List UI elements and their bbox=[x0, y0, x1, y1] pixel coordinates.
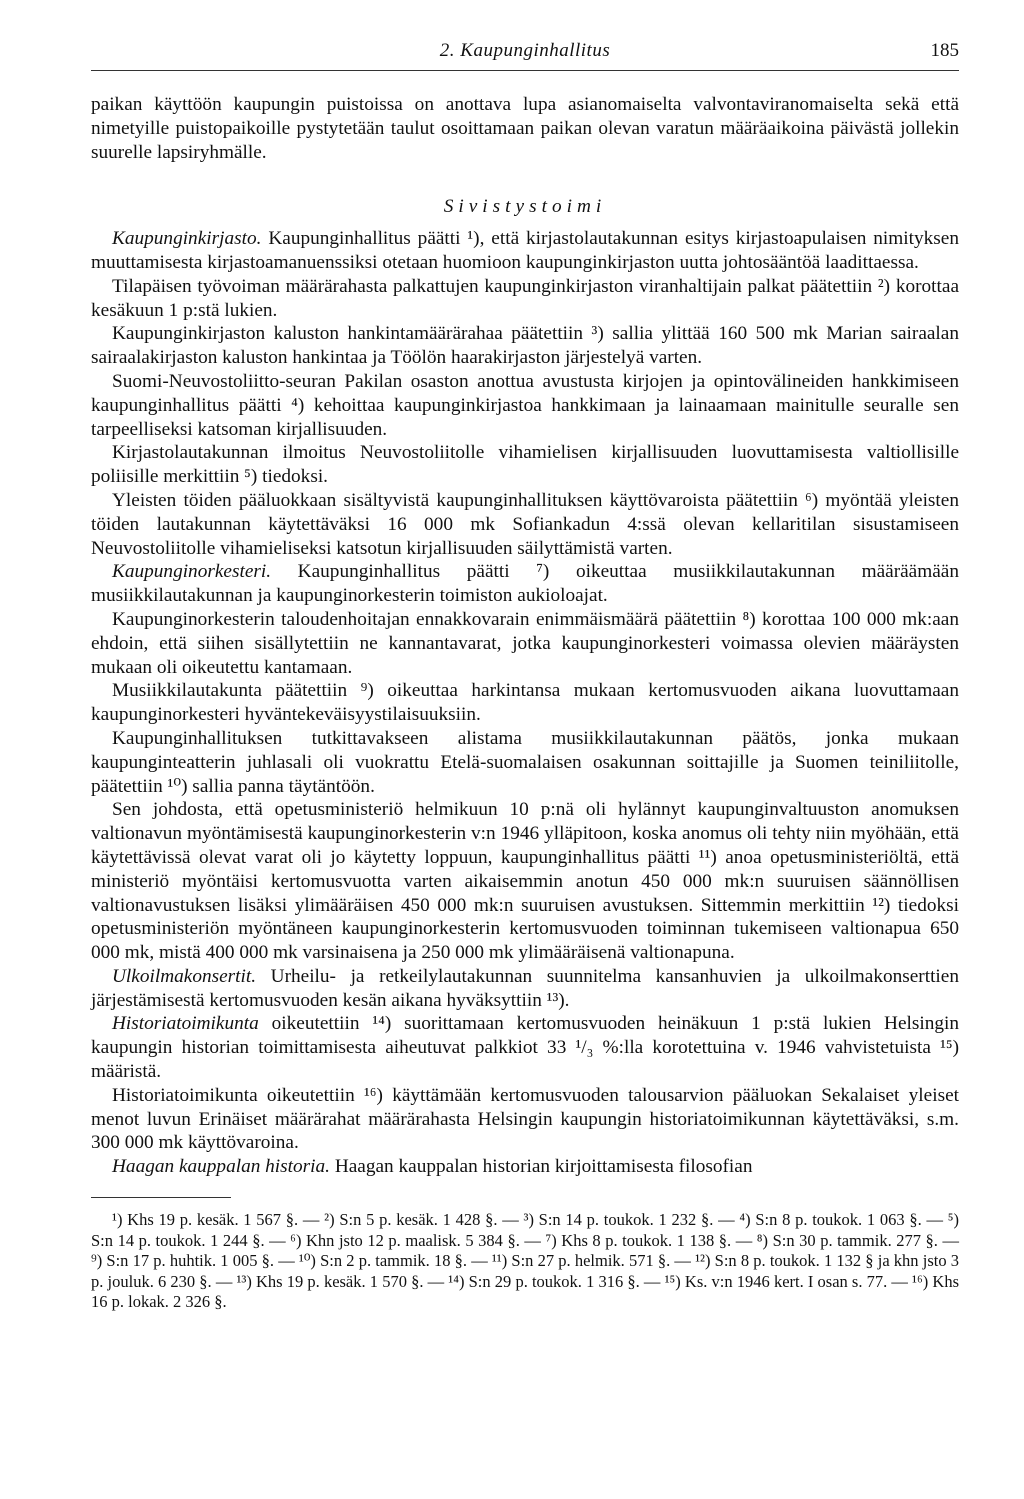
paragraph-text: Musiikkilautakunta päätettiin ⁹) oikeuttaa harkintansa mukaan kertomusvuoden aikana luovuttamaan kaupunginorkesteri hyväntekeväisyystilaisuuksiin. bbox=[91, 680, 959, 726]
paragraph-text: Kaupunginhallitus päätti ⁷) oikeuttaa musiikkilautakunnan määräämään musiikkilautakunnan ja kaupunginorkesterin toimiston aukioloajat. bbox=[91, 561, 959, 607]
paragraph bbox=[91, 1084, 959, 1155]
footnote-rule bbox=[91, 1197, 231, 1198]
paragraph bbox=[91, 489, 959, 560]
footnotes bbox=[91, 1210, 959, 1313]
paragraph-lead: Ulkoilmakonsertit. bbox=[112, 965, 257, 987]
paragraph-lead: Kaupunginorkesteri. bbox=[112, 561, 272, 583]
paragraph-text: Kirjastolautakunnan ilmoitus Neuvostoliitolle vihamielisen kirjallisuuden luovuttamisesta valtiollisille poliisille merkittiin ⁵) tiedoksi. bbox=[91, 442, 959, 488]
paragraph bbox=[91, 1012, 959, 1083]
footnote-text: ¹) Khs 19 p. kesäk. 1 567 §. — ²) S:n 5 p. kesäk. 1 428 §. — ³) S:n 14 p. toukok. 1 232 §. — ⁴) S:n 8 p. toukok. 1 063 §. — ⁵) S:n 14 p. toukok. 1 244 §. — ⁶) Khn jsto 12 p. maalisk. 5 384 §. — ⁷) Khs 8 p. toukok. 1 138 §. — ⁸) S:n 30 p. tammik. 277 §. — ⁹) S:n 17 p. huhtik. 1 005 §. — ¹⁰) S:n 2 p. tammik. 18 §. — ¹¹) S:n 27 p. helmik. 571 §. — ¹²) S:n 8 p. toukok. 1 132 § ja khn jsto 3 p. jouluk. 6 230 §. — ¹³) Khs 19 p. kesäk. 1 570 §. — ¹⁴) S:n 29 p. toukok. 1 316 §. — ¹⁵) Ks. v:n 1946 kert. I osan s. 77. — ¹⁶) Khs 16 p. lokak. 2 326 §. bbox=[91, 1210, 959, 1312]
paragraph-lead: Kaupunginkirjasto. bbox=[112, 228, 262, 250]
paragraph bbox=[91, 322, 959, 370]
document-page bbox=[91, 40, 959, 1313]
paragraph-text: Kaupunginhallitus päätti ¹), että kirjastolautakunnan esitys kirjastoapulaisen nimityksen muuttamisesta kirjastoamanuenssiksi otetaan huomioon kaupunginkirjaston uutta johtosääntöä laadittaessa. bbox=[91, 228, 959, 273]
paragraph bbox=[91, 560, 959, 608]
paragraph-text: Yleisten töiden pääluokkaan sisältyvistä kaupunginhallituksen käyttövaroista päätettiin ⁶) myöntää yleisten töiden lautakunnan käytettäväksi 16 000 mk Sofiankadun 4:ssä olevan kellaritilan sisustamiseen Neuvostoliitolle vihamieliseksi katsotun kirjallisuuden säilyttämistä varten. bbox=[91, 489, 959, 559]
paragraph-text: Urheilu- ja retkeilylautakunnan suunnitelma kansanhuvien ja ulkoilmakonserttien järjestämisestä kertomusvuoden kesän aikana hyväksyttiin ¹³). bbox=[91, 965, 959, 1011]
paragraph-text: Kaupunginkirjaston kaluston hankintamäärärahaa päätettiin ³) sallia ylittää 160 500 mk Marian sairaalan sairaalakirjaston kaluston hankintaa ja Töölön haarakirjaston järjestelyä varten. bbox=[91, 323, 959, 369]
paragraph-text: Historiatoimikunta oikeutettiin ¹⁶) käyttämään kertomusvuoden talousarvion pääluokan Sekalaiset yleiset menot luvun Erinäiset määrärahat määrärahasta Helsingin kaupungin historiatoimikunnan käytettäväksi, s.m. 300 000 mk käyttövaroina. bbox=[91, 1084, 959, 1154]
paragraph bbox=[91, 370, 959, 441]
paragraph bbox=[91, 441, 959, 489]
paragraph bbox=[91, 679, 959, 727]
paragraph-text: oikeutettiin ¹⁴) suorittamaan kertomusvuoden heinäkuun 1 p:stä lukien Helsingin kaupungin historian toimittamisesta aiheutuvat palkkiot 33 ¹/₃ %:lla korotettuina v. 1946 vahvistetuista ¹⁵) määristä. bbox=[91, 1013, 959, 1083]
paragraph bbox=[91, 227, 959, 275]
paragraph bbox=[91, 275, 959, 323]
paragraph bbox=[91, 1155, 959, 1179]
header-rule bbox=[91, 70, 959, 71]
paragraph-text: Haagan kauppalan historian kirjoittamisesta filosofian bbox=[330, 1156, 753, 1178]
paragraph bbox=[91, 798, 959, 965]
paragraph bbox=[91, 727, 959, 798]
paragraph-text: Tilapäisen työvoiman määrärahasta palkattujen kaupunginkirjaston viranhaltijain palkat päätettiin ²) korottaa kesäkuun 1 p:stä lukien. bbox=[91, 275, 959, 321]
paragraph-lead: Haagan kauppalan historia. bbox=[112, 1156, 330, 1178]
paragraph-text: Kaupunginhallituksen tutkittavakseen alistama musiikkilautakunnan päätös, jonka mukaan kaupunginteatterin juhlasali oli vuokrattu Etelä-suomalaisen osakunnan soittajille ja Suomen teiniliitolle, päätettiin ¹⁰) sallia panna täytäntöön. bbox=[91, 727, 959, 797]
paragraph-lead: Historiatoimikunta bbox=[112, 1013, 259, 1035]
section-title: Sivistystoimi bbox=[443, 196, 607, 218]
body-text bbox=[91, 93, 959, 1179]
paragraph-text: Kaupunginorkesterin taloudenhoitajan ennakkovarain enimmäismäärä päätettiin ⁸) korottaa 100 000 mk:aan ehdoin, että siihen sisällytettiin ne kannantavarat, jotka kaupunginorkesteri voimassa olevien määräysten mukaan oli oikeutettu kantamaan. bbox=[91, 608, 959, 678]
paragraph-text: Suomi-Neuvostoliitto-seuran Pakilan osaston anottua avustusta kirjojen ja opintovälineiden hankkimiseen kaupunginhallitus päätti ⁴) kehoittaa kaupunginkirjastoa hankkimaan ja lainaamaan mainitulle seuralle sen tarpeelliseksi katsoman kirjallisuuden. bbox=[91, 370, 959, 440]
running-title: 2. Kaupunginhallitus bbox=[439, 40, 611, 61]
paragraph-text: Sen johdosta, että opetusministeriö helmikuun 10 p:nä oli hylännyt kaupunginvaltuuston anomuksen valtionavun myöntämisestä kaupunginorkesterin v:n 1946 ylläpitoon, koska anomus oli tehty niin myöhään, että käytettävissä olevat varat oli jo käytetty loppuun, kaupunginhallitus päätti ¹¹) anoa opetusministeriöltä, että ministeriö myöntäisi kertomusvuotta varten aikaisemmin anotun 450 000 mk:n suuruisen säännöllisen valtionavustuksen lisäksi ylimääräisen 450 000 mk:n suuruisen avustuksen. Sittemmin merkittiin ¹²) tiedoksi opetusministeriön myöntäneen kaupunginorkesterin kertomusvuoden toiminnan tukemiseen valtionapua 650 000 mk, mistä 400 000 mk varsinaisena ja 250 000 mk ylimääräisenä valtionapuna. bbox=[91, 799, 959, 964]
paragraph bbox=[91, 965, 959, 1013]
page-number: 185 bbox=[930, 40, 959, 61]
intro-paragraph: paikan käyttöön kaupungin puistoissa on anottava lupa asianomaiselta valvontaviranomaiselta sekä että nimetyille puistopaikoille pystytetään taulut osoittamaan paikan olevan varatun määräaikoina päivästä jollekin suurelle lapsiryhmälle. bbox=[91, 94, 959, 163]
running-header bbox=[91, 40, 959, 68]
paragraph bbox=[91, 608, 959, 679]
